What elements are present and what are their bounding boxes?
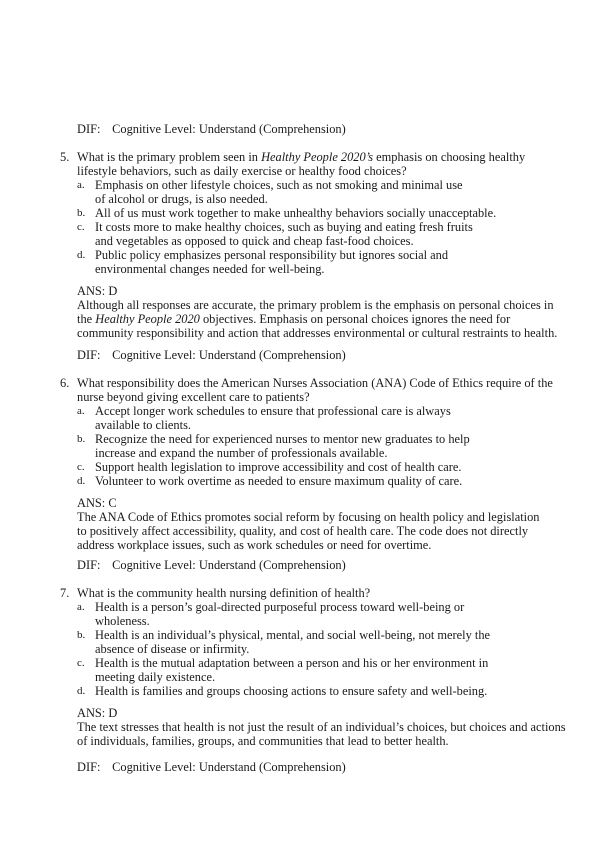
difficulty-line-q5: DIF: Cognitive Level: Understand (Comprehension)	[77, 348, 346, 362]
question-6	[60, 376, 560, 552]
rationale: The text stresses that health is not just the result of an individual’s choices, but choices and actions of individuals, families, groups, and communities that lead to better health.	[77, 720, 566, 748]
difficulty-line	[77, 122, 346, 136]
question-number: 7.	[60, 586, 70, 600]
option-a: a. Emphasis on other lifestyle choices, such as not smoking and minimal use of alcohol or drugs, is also needed.	[77, 178, 463, 206]
options-list	[77, 600, 560, 698]
option-c: c. Health is the mutual adaptation between a person and his or her environment in meeting daily existence.	[77, 656, 489, 684]
option-a: a. Accept longer work schedules to ensure that professional care is always available to clients.	[77, 404, 451, 432]
option-d: d. Health is families and groups choosing actions to ensure safety and well-being.	[77, 684, 488, 698]
option-c: c. It costs more to make healthy choices, such as buying and eating fresh fruits and vegetables as opposed to quick and cheap fast-food choices.	[77, 220, 473, 248]
question-number: 5.	[60, 150, 70, 164]
rationale: The ANA Code of Ethics promotes social reform by focusing on health policy and legislation to positively affect accessibility, quality, and cost of health care. The code does not directly address workplace issues, such as work schedules or need for overtime.	[77, 510, 540, 552]
answer-key: ANS: D	[77, 284, 118, 298]
options-list	[77, 178, 560, 276]
option-b: b. Recognize the need for experienced nurses to mentor new graduates to help increase and expand the number of professionals available.	[77, 432, 470, 460]
option-d: d. Public policy emphasizes personal responsibility but ignores social and environmental changes needed for well-being.	[77, 248, 449, 276]
question-stem: What responsibility does the American Nurses Association (ANA) Code of Ethics require of the nurse beyond giving excellent care to patients?	[77, 376, 553, 404]
question-stem: What is the primary problem seen in Healthy People 2020’s emphasis on choosing healthy lifestyle behaviors, such as daily exercise or healthy food choices?	[77, 150, 526, 178]
difficulty-label: DIF:	[77, 122, 101, 136]
option-a: a. Health is a person’s goal-directed purposeful process toward well-being or wholeness.	[77, 600, 465, 628]
option-d: d. Volunteer to work overtime as needed to ensure maximum quality of care.	[77, 474, 463, 488]
difficulty-line-q6: DIF: Cognitive Level: Understand (Comprehension)	[77, 558, 346, 572]
question-stem: What is the community health nursing definition of health?	[77, 586, 371, 600]
answer-key: ANS: C	[77, 496, 117, 510]
rationale: Although all responses are accurate, the primary problem is the emphasis on personal choices in the Healthy People 2020 objectives. Emphasis on personal choices ignores the need for community responsibility and action that addresses environmental or cultural restraints to health.	[77, 298, 558, 340]
option-b: b. All of us must work together to make unhealthy behaviors socially unacceptable.	[77, 206, 497, 220]
difficulty-value: Cognitive Level: Understand (Comprehension)	[112, 122, 346, 136]
answer-key: ANS: D	[77, 706, 118, 720]
question-5	[60, 150, 560, 340]
options-list	[77, 404, 560, 488]
question-number: 6.	[60, 376, 70, 390]
question-7	[60, 586, 566, 748]
option-c: c. Support health legislation to improve accessibility and cost of health care.	[77, 460, 462, 474]
option-b: b. Health is an individual’s physical, mental, and social well-being, not merely the absence of disease or infirmity.	[77, 628, 491, 656]
difficulty-line-q7: DIF: Cognitive Level: Understand (Comprehension)	[77, 760, 346, 774]
